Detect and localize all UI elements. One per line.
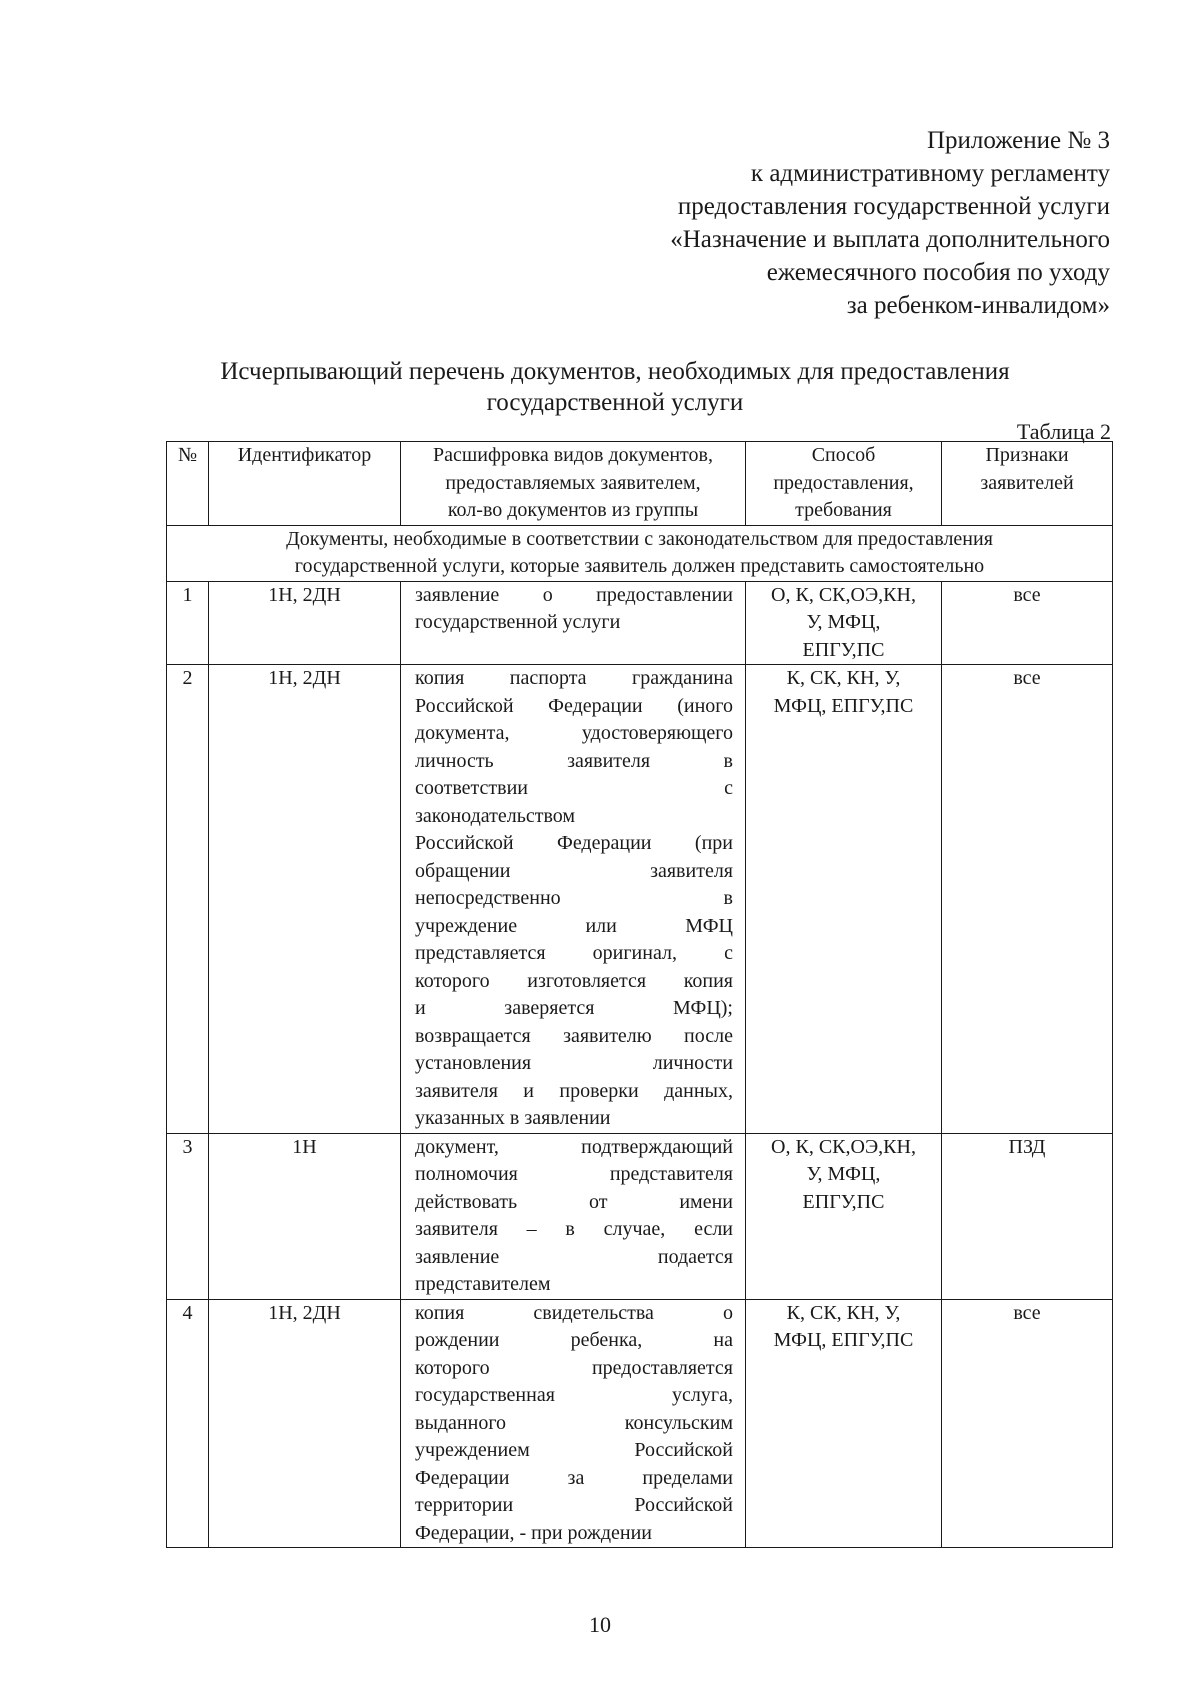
- description-line: возвращается заявителю после: [415, 1024, 733, 1047]
- method-line: О, К, СК,ОЭ,КН,: [771, 583, 916, 606]
- description-line: Российской Федерации (при: [415, 832, 733, 854]
- header-method: [746, 442, 942, 526]
- description-line: копия свидетельства о: [415, 1301, 733, 1324]
- description-line: заявление подается: [415, 1245, 733, 1268]
- description-line: и заверяется МФЦ);: [415, 997, 733, 1019]
- section-line: государственной услуги, которые заявитель должен представить самостоятельно: [294, 555, 985, 577]
- description-line: государственной услуги: [415, 611, 621, 633]
- header-line: требования: [795, 499, 892, 521]
- description-line: представителем: [415, 1273, 551, 1295]
- description-line: документа, удостоверяющего: [415, 722, 733, 744]
- row-description: [401, 1133, 746, 1299]
- description-line: установления личности: [415, 1052, 733, 1074]
- description-line: заявителя и проверки данных,: [415, 1079, 733, 1102]
- table-row: [167, 581, 1113, 665]
- row-number: 4: [167, 1299, 209, 1548]
- document-title: [150, 356, 1080, 418]
- description-line: представляется оригинал, с: [415, 942, 733, 964]
- header-line: Признаки: [985, 444, 1069, 466]
- method-line: МФЦ, ЕПГУ,ПС: [773, 694, 914, 717]
- row-method: [746, 665, 942, 1134]
- title-line: Исчерпывающий перечень документов, необходимых для предоставления: [220, 358, 1010, 385]
- row-description: [401, 665, 746, 1134]
- annex-header: [670, 124, 1110, 322]
- header-signs: [942, 442, 1113, 526]
- table-row: [167, 665, 1113, 1134]
- description-line: Российской Федерации (иного: [415, 694, 733, 717]
- row-description: [401, 1299, 746, 1548]
- row-identifier: 1Н, 2ДН: [209, 581, 401, 665]
- description-line: заявление о предоставлении: [415, 583, 733, 606]
- header-identifier: Идентификатор: [209, 442, 401, 526]
- description-line: действовать от имени: [415, 1190, 733, 1213]
- table-caption: Таблица 2: [1016, 419, 1111, 444]
- description-line: территории Российской: [415, 1494, 733, 1516]
- row-number: 2: [167, 665, 209, 1134]
- header-line: заявителей: [980, 471, 1074, 494]
- section-row: [167, 525, 1113, 581]
- description-line: законодательством: [415, 804, 576, 827]
- description-line: копия паспорта гражданина: [415, 667, 733, 689]
- section-heading: [167, 525, 1113, 581]
- description-line: которого предоставляется: [415, 1356, 733, 1379]
- description-line: личность заявителя в: [415, 749, 733, 772]
- header-description: [401, 442, 746, 526]
- method-line: У, МФЦ,: [806, 611, 881, 633]
- annex-line: за ребенком-инвалидом»: [846, 292, 1110, 319]
- row-number: 3: [167, 1133, 209, 1299]
- annex-line: Приложение № 3: [926, 127, 1110, 154]
- row-description: [401, 581, 746, 665]
- header-num: №: [167, 442, 209, 526]
- description-line: обращении заявителя: [415, 859, 733, 882]
- row-signs: ПЗД: [942, 1133, 1113, 1299]
- documents-table: [166, 441, 1113, 1548]
- table-row: [167, 1133, 1113, 1299]
- method-line: ЕПГУ,ПС: [802, 638, 885, 661]
- row-identifier: 1Н, 2ДН: [209, 1299, 401, 1548]
- method-line: О, К, СК,ОЭ,КН,: [771, 1135, 916, 1158]
- description-line: выданного консульским: [415, 1411, 733, 1434]
- method-line: МФЦ, ЕПГУ,ПС: [773, 1329, 914, 1351]
- description-line: Федерации, - при рождении: [415, 1521, 653, 1544]
- header-line: предоставления,: [773, 471, 914, 494]
- method-line: ЕПГУ,ПС: [802, 1190, 885, 1213]
- row-signs: все: [942, 1299, 1113, 1548]
- description-line: учреждение или МФЦ: [415, 914, 733, 937]
- table-body: [167, 581, 1113, 1548]
- annex-line: ежемесячного пособия по уходу: [766, 259, 1110, 286]
- method-line: У, МФЦ,: [806, 1163, 881, 1185]
- title-line: государственной услуги: [486, 389, 744, 416]
- description-line: которого изготовляется копия: [415, 969, 733, 992]
- description-line: непосредственно в: [415, 887, 733, 909]
- header-line: кол-во документов из группы: [447, 499, 699, 521]
- description-line: заявителя – в случае, если: [415, 1218, 733, 1240]
- row-identifier: 1Н, 2ДН: [209, 665, 401, 1134]
- description-line: учреждением Российской: [415, 1439, 733, 1461]
- description-line: полномочия представителя: [415, 1163, 733, 1185]
- row-identifier: 1Н: [209, 1133, 401, 1299]
- row-signs: все: [942, 665, 1113, 1134]
- header-line: Способ: [811, 444, 876, 466]
- annex-line: «Назначение и выплата дополнительного: [670, 226, 1110, 253]
- annex-line: предоставления государственной услуги: [677, 193, 1110, 220]
- row-method: [746, 581, 942, 665]
- description-line: указанных в заявлении: [415, 1107, 611, 1129]
- description-line: соответствии с: [415, 777, 733, 799]
- page-number: 10: [589, 1612, 611, 1637]
- table-row: [167, 1299, 1113, 1548]
- row-method: [746, 1299, 942, 1548]
- header-line: Расшифровка видов документов,: [433, 444, 713, 466]
- description-line: рождении ребенка, на: [415, 1329, 733, 1351]
- section-line: Документы, необходимые в соответствии с законодательством для предоставления: [286, 527, 993, 550]
- description-line: Федерации за пределами: [415, 1466, 733, 1489]
- row-number: 1: [167, 581, 209, 665]
- method-line: К, СК, КН, У,: [786, 667, 901, 689]
- table-header-row: [167, 442, 1113, 526]
- annex-line: к административному регламенту: [750, 160, 1110, 187]
- method-line: К, СК, КН, У,: [786, 1301, 901, 1324]
- row-method: [746, 1133, 942, 1299]
- description-line: государственная услуга,: [415, 1384, 733, 1406]
- row-signs: все: [942, 581, 1113, 665]
- header-line: предоставляемых заявителем,: [445, 471, 701, 494]
- description-line: документ, подтверждающий: [415, 1135, 733, 1158]
